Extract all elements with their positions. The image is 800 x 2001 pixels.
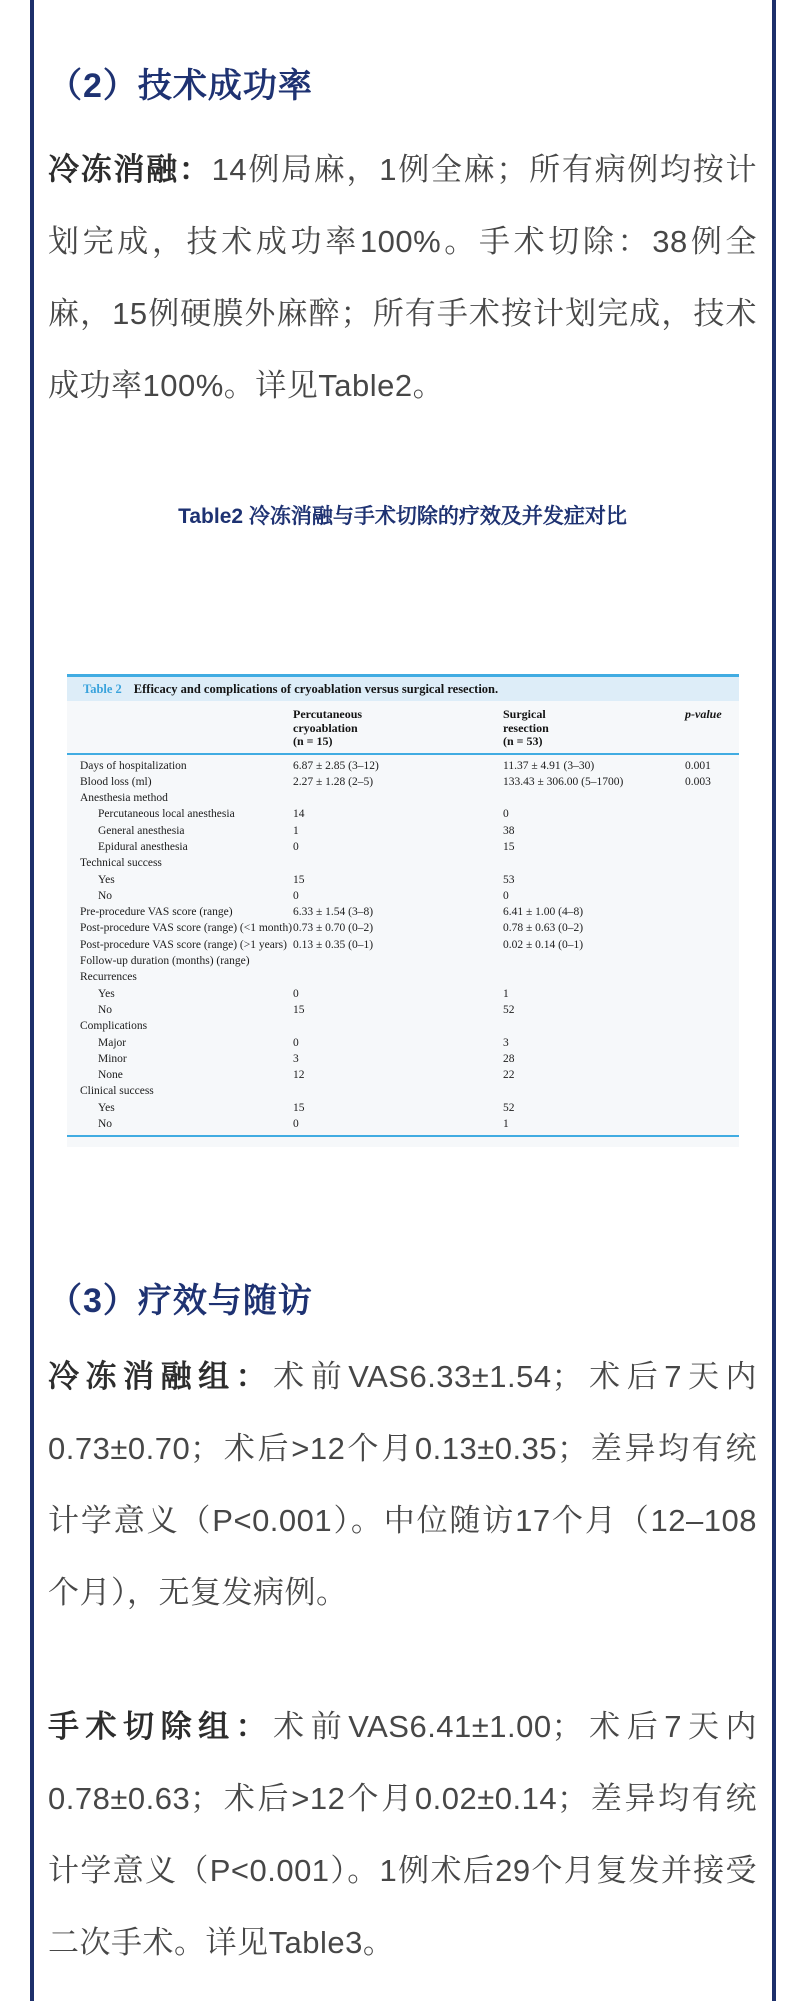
table-row — [67, 1051, 739, 1067]
row-cryo-value: 0 — [293, 889, 299, 902]
table2-title: Efficacy and complications of cryoablation versus surgical resection. — [133, 682, 499, 696]
row-cryo-value — [293, 1018, 503, 1034]
row-surgical-value: 52 — [503, 1101, 515, 1114]
row-surgical-value: 28 — [503, 1052, 515, 1065]
table-row — [67, 774, 739, 790]
table2-label: Table 2 — [83, 682, 122, 696]
row-label: General anesthesia — [98, 824, 185, 837]
paragraph-technical-success — [48, 134, 757, 422]
paragraph-lead-surgery-group: 手术切除组： — [48, 1709, 274, 1745]
row-label: Blood loss (ml) — [80, 775, 152, 788]
row-surgical-value — [503, 1018, 685, 1034]
row-cryo-value: 12 — [293, 1069, 305, 1082]
row-cryo-value: 15 — [293, 1003, 305, 1016]
table2-figure — [67, 674, 739, 1147]
row-cryo-value: 6.87 ± 2.85 (3–12) — [293, 759, 379, 772]
table-row — [67, 969, 739, 985]
row-surgical-value — [503, 855, 685, 871]
row-cryo-value: 14 — [293, 808, 305, 821]
row-label: Complications — [80, 1020, 148, 1033]
row-p-value — [685, 823, 739, 839]
row-p-value — [685, 904, 739, 920]
table-row — [67, 904, 739, 920]
row-cryo-value — [293, 969, 503, 985]
section-heading-efficacy-followup: （3）疗效与随访 — [48, 1282, 313, 1321]
header-line: cryoablation — [293, 720, 358, 735]
table-row — [67, 1100, 739, 1116]
row-p-value — [685, 888, 739, 904]
header-line: Surgical — [503, 707, 546, 721]
row-cryo-value — [293, 1083, 503, 1099]
table-row — [67, 790, 739, 806]
row-p-value — [685, 1083, 739, 1099]
row-cryo-value: 0 — [293, 987, 299, 1000]
row-p-value — [685, 806, 739, 822]
row-label: Pre-procedure VAS score (range) — [80, 906, 233, 919]
table-row — [67, 1067, 739, 1083]
row-surgical-value — [503, 790, 685, 806]
row-label: Recurrences — [80, 971, 137, 984]
row-cryo-value: 15 — [293, 1101, 305, 1114]
table-row — [67, 920, 739, 936]
row-label: Follow-up duration (months) (range) — [80, 955, 250, 968]
left-border-line — [30, 0, 34, 2001]
row-surgical-value: 52 — [503, 1003, 515, 1016]
table-row — [67, 758, 739, 774]
table-row — [67, 937, 739, 953]
row-cryo-value: 2.27 ± 1.28 (2–5) — [293, 775, 374, 788]
row-label: Major — [98, 1036, 127, 1049]
row-cryo-value: 0 — [293, 1036, 299, 1049]
row-label: No — [98, 889, 113, 902]
row-cryo-value: 0 — [293, 1118, 299, 1131]
row-surgical-value: 133.43 ± 306.00 (5–1700) — [503, 775, 624, 788]
table-row — [67, 953, 739, 969]
row-label: Anesthesia method — [80, 792, 168, 805]
row-p-value — [685, 937, 739, 953]
row-p-value — [685, 872, 739, 888]
row-cryo-value: 1 — [293, 824, 299, 837]
row-label: Yes — [98, 1101, 115, 1114]
row-label: Post-procedure VAS score (range) (<1 month) — [80, 922, 293, 935]
row-surgical-value: 22 — [503, 1069, 515, 1082]
row-surgical-value: 0 — [503, 889, 509, 902]
row-surgical-value: 0.78 ± 0.63 (0–2) — [503, 922, 584, 935]
paragraph-lead-cryo-group: 冷冻消融组： — [48, 1359, 274, 1395]
table-row — [67, 1083, 739, 1099]
paragraph-surgery-group — [48, 1691, 757, 1979]
table-row — [67, 986, 739, 1002]
row-surgical-value — [503, 1083, 685, 1099]
row-surgical-value: 15 — [503, 840, 515, 853]
table-row — [67, 872, 739, 888]
row-p-value — [685, 1051, 739, 1067]
paragraph-text-cryo-group: 术前VAS6.33±1.54；术后7天内0.73±0.70；术后>12个月0.13±0.35；差异均有统计学意义（P<0.001）。中位随访17个月（12–108个月），无复发病例。 — [48, 1359, 758, 1611]
header-cryoablation-column — [293, 708, 503, 749]
row-label: Post-procedure VAS score (range) (>1 years) — [80, 938, 287, 951]
row-cryo-value — [293, 855, 503, 871]
row-label: Minor — [98, 1052, 127, 1065]
paragraph-cryoablation-group — [48, 1341, 757, 1629]
table-row — [67, 806, 739, 822]
row-surgical-value — [503, 969, 685, 985]
row-p-value: 0.001 — [685, 759, 711, 772]
row-surgical-value: 6.41 ± 1.00 (4–8) — [503, 906, 584, 919]
row-p-value — [685, 1116, 739, 1132]
row-p-value — [685, 1018, 739, 1034]
row-cryo-value — [293, 953, 503, 969]
row-surgical-value: 11.37 ± 4.91 (3–30) — [503, 759, 595, 772]
row-surgical-value: 53 — [503, 873, 515, 886]
table-row — [67, 823, 739, 839]
row-label: Yes — [98, 987, 115, 1000]
table-row — [67, 855, 739, 871]
paragraph-text-surgery-group: 术前VAS6.41±1.00；术后7天内0.78±0.63；术后>12个月0.02±0.14；差异均有统计学意义（P<0.001）。1例术后29个月复发并接受二次手术。详见Table3。 — [48, 1709, 758, 1961]
table2-header-row — [67, 701, 739, 755]
row-label: Yes — [98, 873, 115, 886]
paragraph-lead-cryoablation: 冷冻消融： — [48, 152, 212, 187]
header-line: resection — [503, 720, 549, 735]
row-p-value — [685, 1002, 739, 1018]
header-line: (n = 15) — [293, 734, 333, 748]
row-cryo-value: 0 — [293, 840, 299, 853]
header-line: (n = 53) — [503, 734, 543, 748]
header-empty-cell — [67, 708, 293, 749]
row-p-value — [685, 855, 739, 871]
row-surgical-value: 3 — [503, 1036, 509, 1049]
row-p-value — [685, 839, 739, 855]
paragraph-text-technical-success: 14例局麻，1例全麻；所有病例均按计划完成，技术成功率100%。手术切除：38例全麻，15例硬膜外麻醉；所有手术按计划完成，技术成功率100%。详见Table2。 — [48, 152, 757, 403]
row-p-value — [685, 790, 739, 806]
row-p-value — [685, 986, 739, 1002]
row-cryo-value: 0.13 ± 0.35 (0–1) — [293, 938, 374, 951]
row-label: Clinical success — [80, 1085, 154, 1098]
table2-body — [67, 755, 739, 1138]
row-p-value — [685, 1067, 739, 1083]
row-p-value — [685, 1100, 739, 1116]
row-label: Percutaneous local anesthesia — [98, 808, 235, 821]
table-row — [67, 839, 739, 855]
row-label: Days of hospitalization — [80, 759, 187, 772]
row-p-value — [685, 969, 739, 985]
row-surgical-value: 38 — [503, 824, 515, 837]
row-cryo-value: 15 — [293, 873, 305, 886]
row-surgical-value: 1 — [503, 987, 509, 1000]
row-cryo-value: 6.33 ± 1.54 (3–8) — [293, 906, 374, 919]
header-line: Percutaneous — [293, 707, 363, 721]
row-label: None — [98, 1069, 123, 1082]
table-row — [67, 1035, 739, 1051]
row-label: Technical success — [80, 857, 162, 870]
row-p-value — [685, 920, 739, 936]
row-surgical-value — [503, 953, 685, 969]
table2-titlebar — [67, 677, 739, 701]
table-row — [67, 1018, 739, 1034]
row-label: No — [98, 1118, 113, 1131]
row-surgical-value: 1 — [503, 1118, 509, 1131]
row-label: No — [98, 1003, 113, 1016]
row-cryo-value: 3 — [293, 1052, 299, 1065]
section-heading-technical-success: （2）技术成功率 — [48, 67, 313, 105]
table-row — [67, 1116, 739, 1132]
table2-caption: Table2 冷冻消融与手术切除的疗效及并发症对比 — [178, 505, 627, 528]
row-label: Epidural anesthesia — [98, 840, 188, 853]
row-cryo-value — [293, 790, 503, 806]
table-row — [67, 888, 739, 904]
header-p-value-column: p-value — [685, 707, 722, 721]
row-surgical-value: 0.02 ± 0.14 (0–1) — [503, 938, 584, 951]
article-content — [48, 0, 757, 1979]
row-p-value — [685, 953, 739, 969]
header-surgical-column — [503, 708, 685, 749]
table-row — [67, 1002, 739, 1018]
row-surgical-value: 0 — [503, 808, 509, 821]
row-p-value: 0.003 — [685, 775, 711, 788]
right-border-line — [772, 0, 776, 2001]
row-cryo-value: 0.73 ± 0.70 (0–2) — [293, 922, 374, 935]
row-p-value — [685, 1035, 739, 1051]
